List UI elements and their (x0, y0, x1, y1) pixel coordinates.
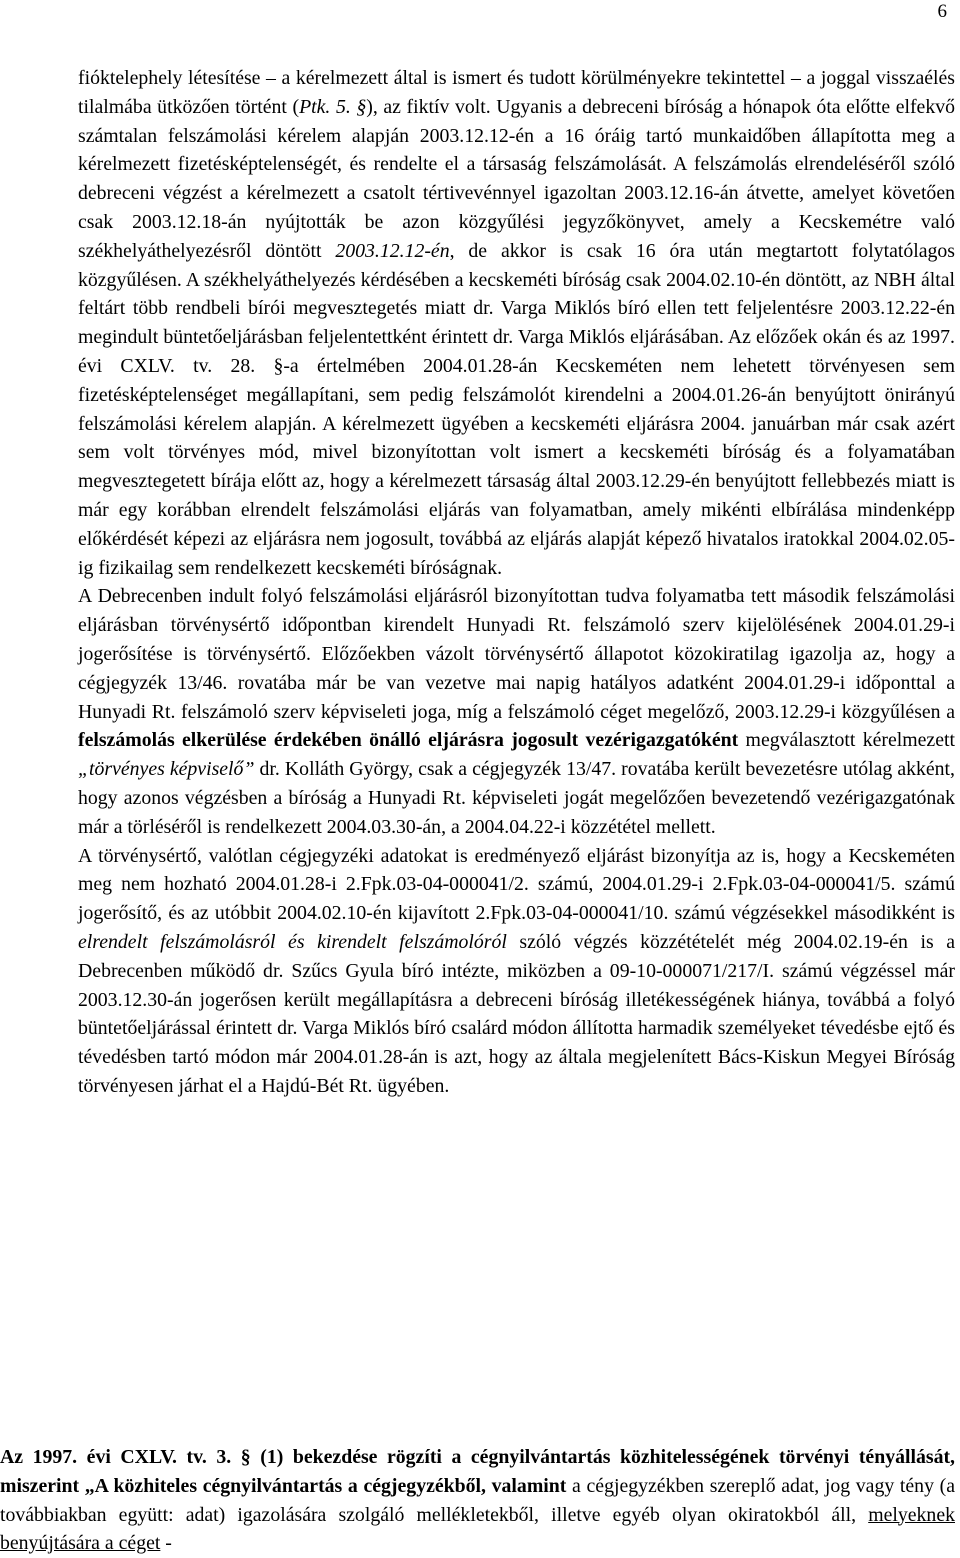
law-citation-text-a: a cégjegyzékben szereplő adat, jog vagy tény (a továbbiakban együtt: adat) igazolására szolgáló mellékletekből, illetve egyéb olyan okiratokból áll, (0, 1474, 956, 1526)
paragraph-2 (78, 582, 955, 841)
page-number: 6 (937, 1, 947, 22)
paragraph-1-text-a: fióktelephely létesítése – a kérelmezett által is ismert és tudott körülményekre tekintettel – a joggal visszaélés tilalmába ütközően történt ( (78, 67, 955, 118)
paragraph-2-text-b: megválasztott kérelmezett (738, 729, 955, 752)
law-citation-paragraph (0, 1443, 955, 1558)
paragraph-1-text-b: ), az fiktív volt. Ugyanis a debreceni bíróság a hónapok óta előtte elfekvő számtalan felszámolási kérelem alapján 2003.12.12-én a 16 óráig tartó munkaidőben állapította meg a kérelmezett fizetésképtelenségét, és rendelte el a társaság felszámolását. A felszámolás elrendeléséről szóló debreceni végzést a kérelmezett a csatolt tértivevénnyel igazoltan 2003.12.16-án átvette, amelyet követően csak 2003.12.18-án nyújtották be azon közgyűlési jegyzőkönyvet, amely a Kecskemétre való székhelyáthelyezésről döntött (78, 95, 956, 262)
paragraph-2-text-a: A Debrecenben indult folyó felszámolási eljárásról bizonyítottan tudva folyamatba tett második felszámolási eljárásban törvénysértő időpontban kirendelt Hunyadi Rt. felszámoló szerv kijelölésének 2004.01.29-i jogerősítése is törvénysértő. Előzőekben vázolt törvénysértő állapotot közokiratilag igazolja az, hogy a cégjegyzék 13/46. rovatába már be van vezetve mai napig hatályos adatként 2004.01.29-i időponttal a Hunyadi Rt. felszámoló szerv képviseleti joga, míg a felszámoló céget megelőző, 2003.12.29-i közgyűlésen a (78, 585, 955, 723)
law-citation-block (0, 1443, 955, 1558)
paragraph-2-text-c: dr. Kolláth György, csak a cégjegyzék 13/47. rovatába került bevezetésre utólag akként, hogy azonos végzésben a bíróság a Hunyadi Rt. képviseleti jogát megelőzően bevezetendő vezérigazgatónak már a törléséről is rendelkezett 2004.03.30-án, a 2004.04.22-i közzététel mellett. (78, 758, 955, 838)
paragraph-3-italic: elrendelt felszámolásról és kirendelt felszámolóról (78, 930, 507, 953)
paragraph-2-italic: „törvényes képviselő” (78, 758, 255, 781)
paragraph-3-text-a: A törvénysértő, valótlan cégjegyzéki adatokat is eredményező eljárást bizonyítja az is, hogy a Kecskeméten meg nem hozható 2004.01.28-i 2.Fpk.03-04-000041/2. számú, 2004.01.29-i 2.Fpk.03-04-000041/5. számú jogerősítő, és az utóbbit 2004.02.10-én kijavított 2.Fpk.03-04-000041/10. számú végzésekkel másodikként is (78, 844, 955, 925)
italic-date: 2003.12.12-én (335, 239, 450, 262)
law-citation-underline: melyeknek benyújtására a céget (0, 1503, 955, 1555)
law-citation-text-b: - (160, 1532, 172, 1555)
paragraph-3 (78, 842, 955, 1101)
ptk-reference: Ptk. 5. § (299, 95, 367, 118)
paragraph-1-text-c: , de akkor is csak 16 óra után megtartott folytatólagos közgyűlésen. A székhelyáthelyezés kérdésében a kecskeméti bíróság csak 2004.02.10-én döntött, az NBH által feltárt több rendbeli bírói megvesztegetés miatt dr. Varga Miklós bíró ellen tett feljelentésre 2003.12.22-én megindult büntetőeljárásban feljelentettként érintett dr. Varga Miklós eljárásában. Az előzőek okán és az 1997. évi CXLV. tv. 28. §-a értelmében 2004.01.28-án Kecskeméten nem lehetett törvényesen sem fizetésképtelenséget megállapítani, sem pedig felszámolót kirendelni a 2004.01.26-án benyújtott önirányú felszámolási kérelem alapján. A kérelmezett ügyében a kecskeméti eljárásra 2004. januárban már csak azért sem volt törvényes mód, mivel bizonyítottan volt ismert a kecskeméti bíróság és a folyamatában megvesztegetett bírája előtt az, hogy a kérelmezett társaság által 2003.12.29-én benyújtott fellebbezés miatt is már egy korábban elrendelt felszámolási eljárás van folyamatban, amely mikénti elbírálása mindenképp előkérdését képezi az eljárásra nem jogosult, továbbá az eljárás alapját képező hivatalos iratokkal 2004.02.05-ig fizikailag sem rendelkezett kecskeméti bíróságnak. (78, 239, 955, 579)
paragraph-1 (78, 64, 955, 582)
paragraph-3-text-b: szóló végzés közzétételét még 2004.02.19-én is a Debrecenben működő dr. Szűcs Gyula bíró intézte, miközben a 09-10-000071/217/I. számú végzéssel már 2003.12.30-án jogerősen került megállapításra a debreceni bíróság illetékességének hiánya, továbbá a folyó büntetőeljárással érintett dr. Varga Miklós bíró csalárd módon állította harmadik személyeket tévedésbe ejtő és tévedésben tartó módon már 2004.01.28-án is azt, hogy az általa megjelenített Bács-Kiskun Megyei Bíróság törvényesen járhat el a Hajdú-Bét Rt. ügyében. (78, 930, 955, 1097)
paragraph-2-bold: felszámolás elkerülése érdekében önálló eljárásra jogosult vezérigazgatóként (78, 729, 739, 752)
law-citation-bold: Az 1997. évi CXLV. tv. 3. § (1) bekezdése rögzíti a cégnyilvántartás közhitelességének törvényi tényállását, miszerint „A közhiteles cégnyilvántartás a cégjegyzékből, valamint (0, 1446, 955, 1497)
document-body (78, 64, 955, 1101)
